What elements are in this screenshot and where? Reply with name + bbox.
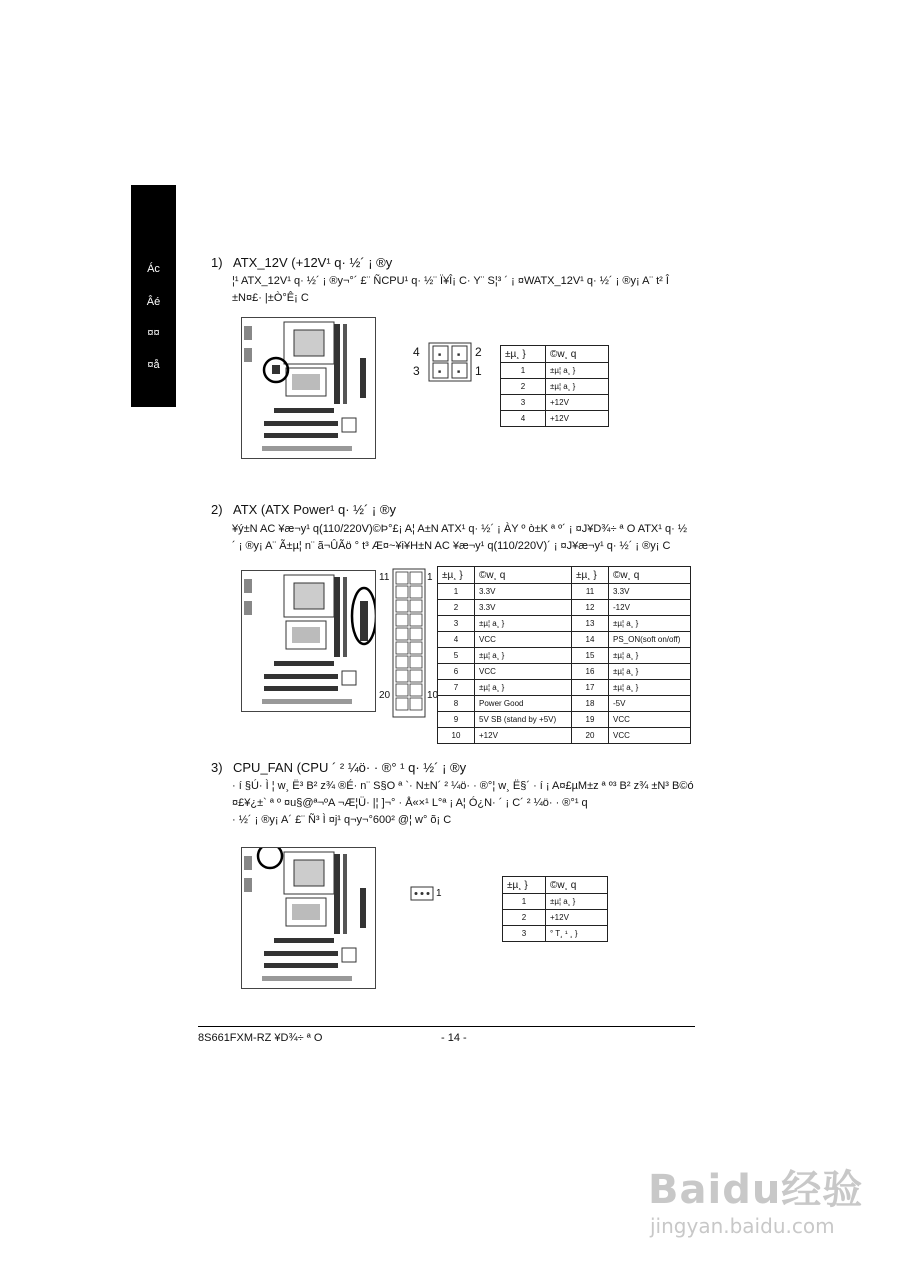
side-tab-char: ¤å: [147, 359, 160, 371]
table-row: 4 VCC 14 PS_ON(soft on/off): [438, 632, 691, 648]
pin-table-1: [500, 345, 609, 427]
table-header: ±µ¸ }: [572, 567, 609, 584]
table-header: ©w¸ q: [609, 567, 691, 584]
table-row: 9 5V SB (stand by +5V) 19 VCC: [438, 712, 691, 728]
connector-label: 11: [379, 572, 390, 583]
connector-label: 2: [475, 345, 482, 359]
svg-text:■: ■: [457, 369, 461, 375]
section-1-title: 1) ATX_12V (+12V¹ q· ½´ ¡ ®y: [211, 255, 393, 270]
highlight-circle: [258, 847, 282, 868]
side-tab-char: Ác: [147, 263, 160, 275]
section-3-title: 3) CPU_FAN (CPU ´ ² ¼ö· · ®° ¹ q· ½´ ¡ ®y: [211, 760, 467, 775]
cpu-fan-connector-icon: [410, 886, 434, 901]
table-row: 5 ±µ¦ a¸ } 15 ±µ¦ a¸ }: [438, 648, 691, 664]
table-row: 10 +12V 20 VCC: [438, 728, 691, 744]
pin-table-2: [437, 566, 691, 744]
table-row: 2 ±µ¦ a¸ }: [501, 379, 609, 395]
atx12v-connector-icon: [428, 342, 472, 382]
svg-text:■: ■: [438, 369, 442, 375]
table-header: ©w¸ q: [546, 346, 609, 363]
table-header: ©w¸ q: [546, 877, 608, 894]
side-tab: [131, 185, 176, 407]
table-row: 3 +12V: [501, 395, 609, 411]
connector-label: 1: [427, 572, 433, 583]
watermark-url: jingyan.baidu.com: [650, 1214, 835, 1238]
footer-model: 8S661FXM-RZ ¥D¾÷ ª O: [198, 1032, 323, 1044]
table-row: 2 3.3V 12 -12V: [438, 600, 691, 616]
watermark-brand: Baidu经验: [648, 1167, 864, 1213]
section-3-desc: · í §Ú· Ì ¦ w¸ Ë³ B² z¾ ®É· n¨ S§O ª `· N±N´ ² ¼ö· · ®°¦ w¸ Ë§´ · í ¡ A¤£µM±z ª º³ B² z¾ ±N³ B©ó ¤£¥¿±` ª º ¤u§@ª¬ºA ¬Æ¦Ü· |¦ ]¬° · Å«×¹ L°ª ¡ A¦ Ó¿N· ´ ¡ C´ ² ¼ö· · ®°¹ q · ½´ ¡ ®y¡ A´ £¨ Ñ³ Ì ¤j¹ q¬y¬°600² @¦ w° õ¡ C: [232, 780, 694, 826]
table-row: 4 +12V: [501, 411, 609, 427]
table-row: 3 ° T¸ ¹ ¸ }: [503, 926, 608, 942]
side-tab-char: Âé: [146, 296, 161, 308]
section-2-title: 2) ATX (ATX Power¹ q· ½´ ¡ ®y: [211, 502, 396, 517]
table-header: ±µ¸ }: [501, 346, 546, 363]
table-row: 7 ±µ¦ a¸ } 17 ±µ¦ a¸ }: [438, 680, 691, 696]
connector-label: 10: [427, 690, 439, 701]
watermark: [648, 1158, 864, 1238]
table-row: 1 3.3V 11 3.3V: [438, 584, 691, 600]
table-row: 8 Power Good 18 -5V: [438, 696, 691, 712]
section-1-desc: ¦¹ ATX_12V¹ q· ½´ ¡ ®y¬°´ £¨ ÑCPU¹ q· ½¨ Ï¥Î¡ C· Y¨ S¦³ ´ ¡ ¤WATX_12V¹ q· ½´ ¡ ®y¡ A¨ t² Î ±N¤£· |±Ò°Ê¡ C: [232, 275, 669, 304]
svg-text:■: ■: [438, 352, 442, 358]
table-header: ±µ¸ }: [503, 877, 546, 894]
footer-divider: [198, 1026, 695, 1027]
motherboard-diagram-3: [241, 847, 376, 989]
table-header: ±µ¸ }: [438, 567, 475, 584]
connector-label: 1: [475, 364, 482, 378]
svg-text:■: ■: [457, 352, 461, 358]
connector-label: 3: [413, 364, 420, 378]
atx-power-connector-icon: [392, 568, 426, 718]
table-header: ©w¸ q: [475, 567, 572, 584]
table-row: 3 ±µ¦ a¸ } 13 ±µ¦ a¸ }: [438, 616, 691, 632]
table-row: 2 +12V: [503, 910, 608, 926]
table-row: 6 VCC 16 ±µ¦ a¸ }: [438, 664, 691, 680]
side-tab-char: ¤¤: [147, 327, 160, 339]
connector-label: 4: [413, 345, 420, 359]
connector-label: 1: [436, 888, 442, 899]
motherboard-diagram-1: [241, 317, 376, 459]
table-row: 1 ±µ¦ a¸ }: [501, 363, 609, 379]
page-number: - 14 -: [441, 1032, 467, 1044]
table-row: 1 ±µ¦ a¸ }: [503, 894, 608, 910]
motherboard-diagram-2: [241, 570, 376, 712]
pin-table-3: [502, 876, 608, 942]
connector-label: 20: [379, 690, 391, 701]
section-2-desc: ¥ý±N AC ¥æ¬y¹ q(110/220V)©Þ°£¡ A¦ A±N ATX¹ q· ½´ ¡ ÀY º ò±K ª º´ ¡ ¤J¥D¾÷ ª O ATX¹ q· ½ ´ ¡ ®y¡ A¨ Ã±µ¦ n¨ ã¬ÛÃö ° t³ Æ¤~¥i¥H±N AC ¥æ¬y¹ q(110/220V)´ ¡ ¤J¥æ¬y¹ q· ½´ ¡ ®y¡ C: [232, 523, 688, 552]
